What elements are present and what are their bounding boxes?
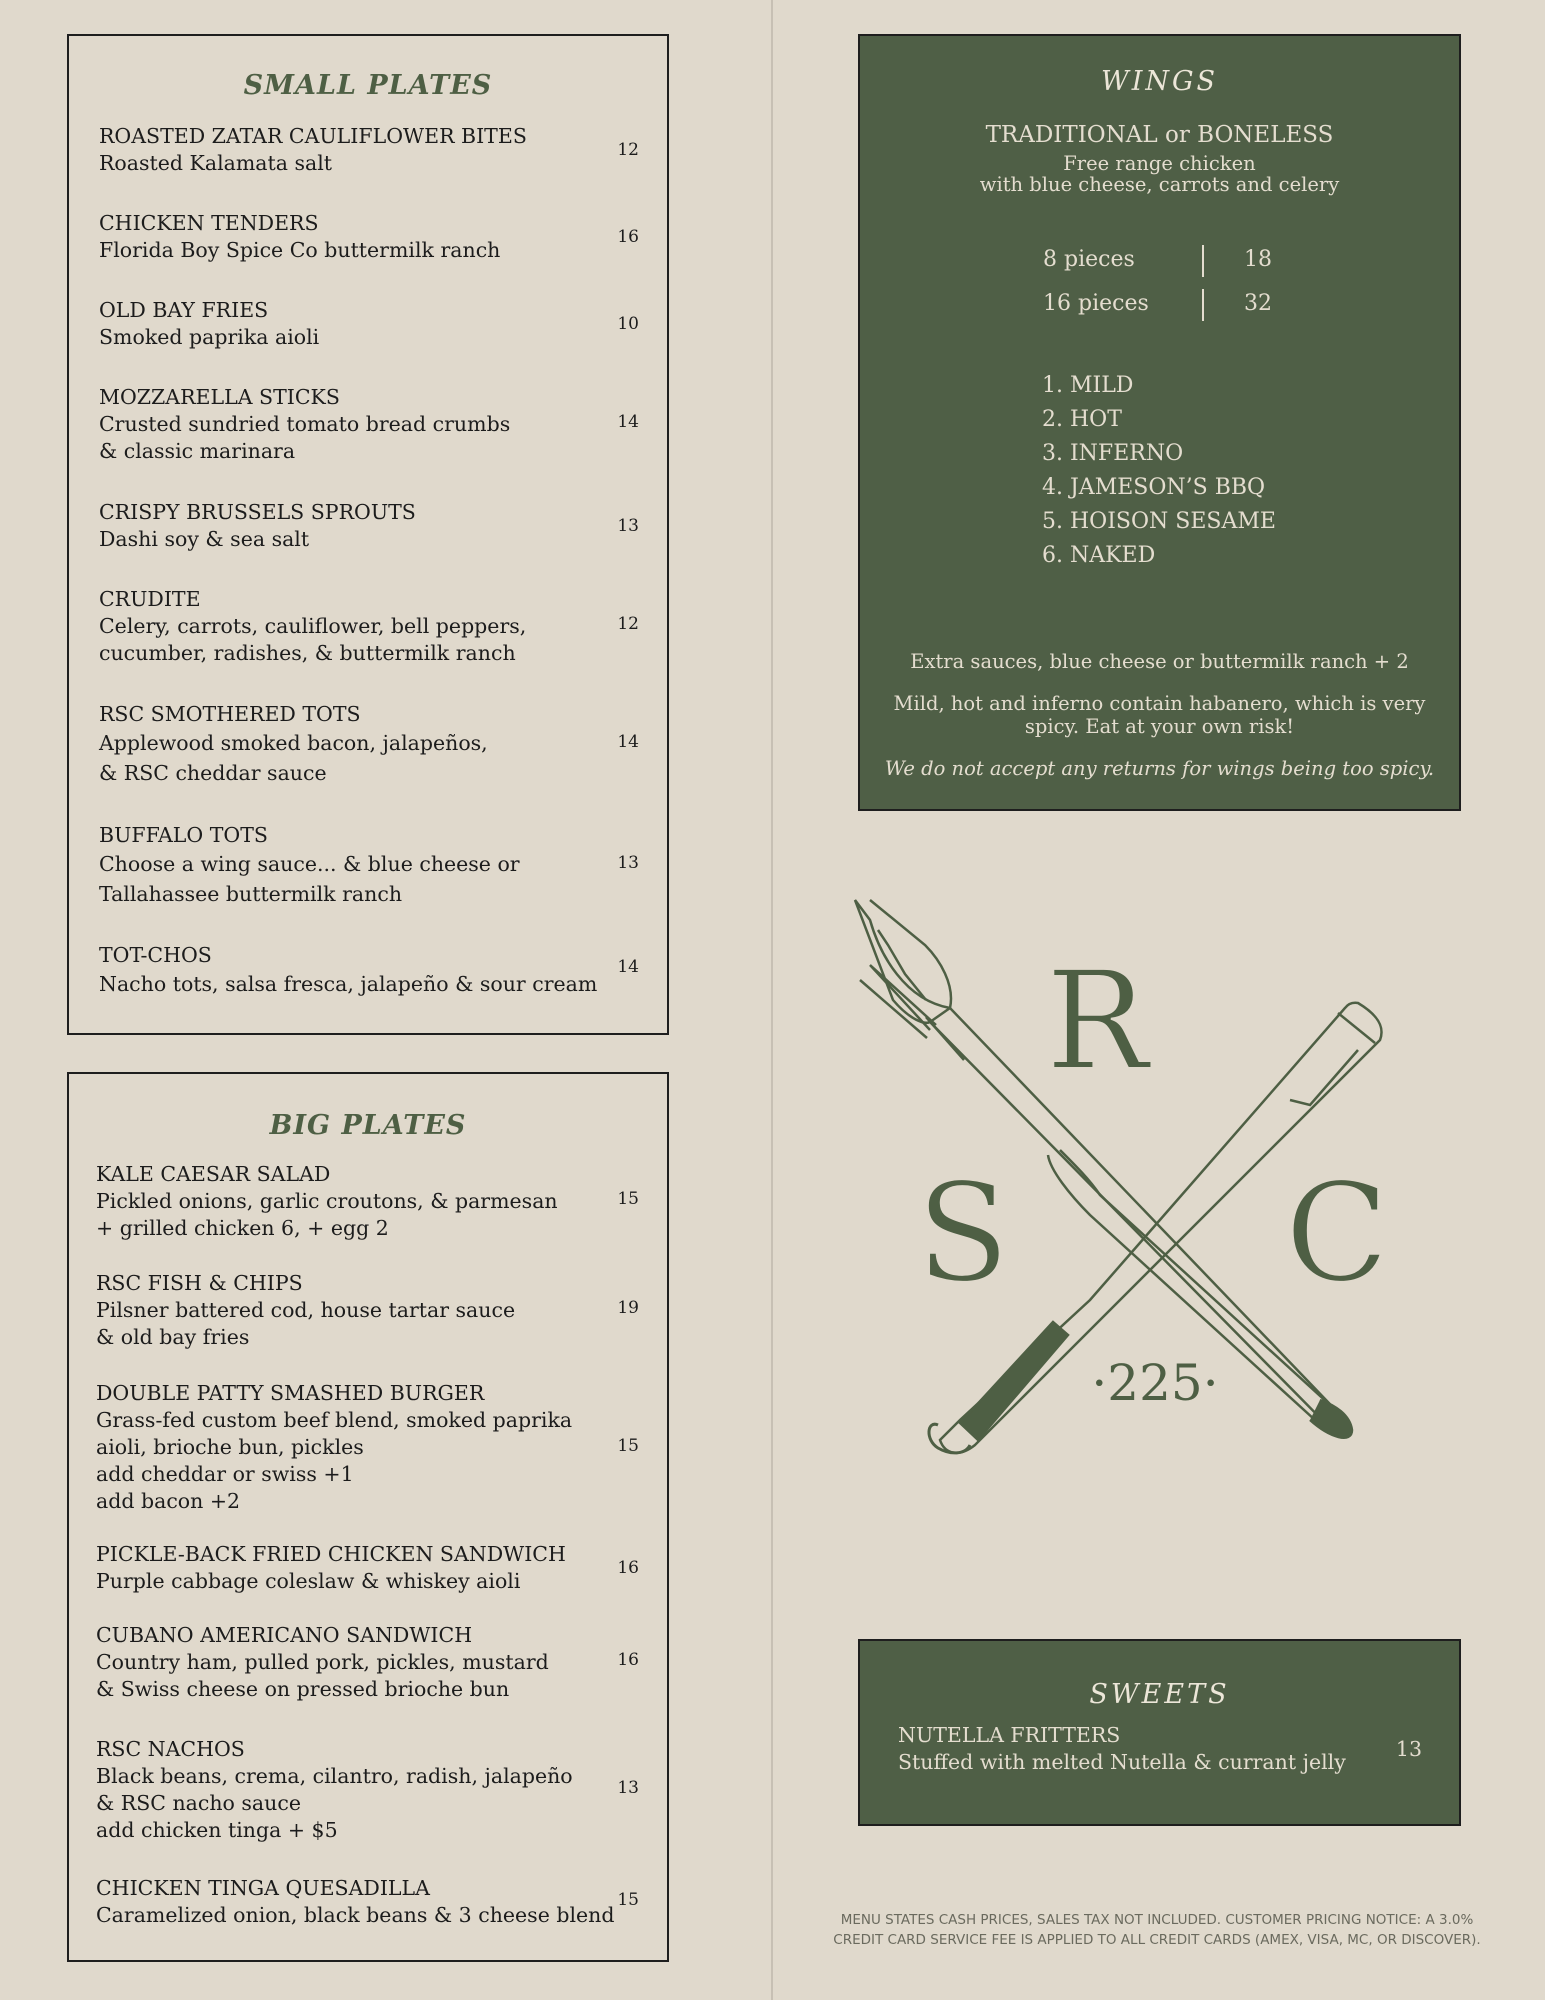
item-price: 13: [617, 516, 639, 536]
sweets-section: [858, 1639, 1461, 1826]
item-name: CHICKEN TINGA QUESADILLA: [96, 1876, 430, 1900]
logo-letter-s: S: [916, 1155, 1010, 1313]
item-desc: & RSC nacho sauce: [96, 1791, 301, 1815]
item-name: CUBANO AMERICANO SANDWICH: [96, 1623, 473, 1647]
item-desc: + grilled chicken 6, + egg 2: [96, 1216, 389, 1240]
logo-letter-c: C: [1284, 1155, 1390, 1313]
item-desc: Grass-fed custom beef blend, smoked paprika: [96, 1408, 573, 1432]
wings-desc: with blue cheese, carrots and celery: [979, 173, 1340, 196]
item-desc: Florida Boy Spice Co buttermilk ranch: [99, 238, 501, 262]
wings-note: Extra sauces, blue cheese or buttermilk ranch + 2: [910, 650, 1409, 673]
item-price: 16: [617, 1558, 639, 1578]
wings-note: We do not accept any returns for wings being too spicy.: [884, 757, 1435, 780]
wings-desc: Free range chicken: [1063, 152, 1256, 175]
item-price: 12: [617, 140, 639, 160]
item-price: 15: [617, 1890, 639, 1910]
sauce-item: 1. MILD: [1042, 373, 1134, 398]
portion-qty: 16 pieces: [1043, 291, 1149, 316]
sweets-item-name: NUTELLA FRITTERS: [898, 1723, 1121, 1747]
item-desc: Dashi soy & sea salt: [99, 527, 310, 551]
item-desc: Choose a wing sauce... & blue cheese or: [99, 852, 520, 876]
item-name: BUFFALO TOTS: [99, 823, 268, 847]
item-price: 15: [617, 1189, 639, 1209]
item-name: CRUDITE: [99, 587, 201, 611]
wings-note: spicy. Eat at your own risk!: [1024, 715, 1295, 738]
item-name: RSC NACHOS: [96, 1737, 245, 1761]
item-desc: & old bay fries: [96, 1325, 250, 1349]
sweets-item-price: 13: [1395, 1737, 1422, 1761]
sauce-item: 6. NAKED: [1042, 543, 1156, 568]
item-name: CHICKEN TENDERS: [99, 211, 319, 235]
portion-price: 32: [1244, 291, 1272, 316]
notice-line: CREDIT CARD SERVICE FEE IS APPLIED TO ALL CREDIT CARDS (AMEX, VISA, MC, OR DISCOVER).: [833, 1932, 1481, 1948]
item-price: 14: [617, 957, 639, 977]
item-name: MOZZARELLA STICKS: [99, 385, 340, 409]
item-desc: Crusted sundried tomato bread crumbs: [99, 412, 511, 436]
item-desc: add chicken tinga + $5: [96, 1818, 338, 1842]
item-desc: & RSC cheddar sauce: [99, 761, 327, 785]
item-price: 14: [617, 412, 639, 432]
logo-letter-r: R: [1045, 943, 1149, 1101]
item-price: 14: [617, 732, 639, 752]
item-name: DOUBLE PATTY SMASHED BURGER: [96, 1381, 485, 1405]
item-name: RSC SMOTHERED TOTS: [99, 702, 361, 726]
item-desc: & classic marinara: [99, 439, 296, 463]
pricing-notice: [812, 1910, 1502, 1950]
item-price: 16: [617, 227, 639, 247]
item-desc: & Swiss cheese on pressed brioche bun: [96, 1677, 510, 1701]
item-desc: Purple cabbage coleslaw & whiskey aioli: [96, 1569, 521, 1593]
item-price: 13: [617, 1778, 639, 1798]
portion-price: 18: [1244, 247, 1272, 272]
item-desc: Pilsner battered cod, house tartar sauce: [96, 1298, 516, 1322]
item-price: 15: [617, 1436, 639, 1456]
item-desc: Roasted Kalamata salt: [99, 151, 333, 175]
item-desc: aioli, brioche bun, pickles: [96, 1435, 364, 1459]
item-price: 16: [617, 1650, 639, 1670]
item-desc: Pickled onions, garlic croutons, & parmesan: [96, 1189, 558, 1213]
item-name: ROASTED ZATAR CAULIFLOWER BITES: [99, 124, 527, 148]
notice-line: MENU STATES CASH PRICES, SALES TAX NOT INCLUDED. CUSTOMER PRICING NOTICE: A 3.0%: [840, 1912, 1474, 1928]
item-desc: Nacho tots, salsa fresca, jalapeño & sour cream: [99, 972, 598, 996]
item-desc: cucumber, radishes, & buttermilk ranch: [99, 641, 516, 665]
item-price: 10: [617, 314, 639, 334]
item-price: 12: [617, 614, 639, 634]
item-name: OLD BAY FRIES: [99, 298, 269, 322]
item-desc: Caramelized onion, black beans & 3 cheese blend: [96, 1903, 615, 1927]
item-desc: Country ham, pulled pork, pickles, mustard: [96, 1650, 549, 1674]
portion-qty: 8 pieces: [1043, 247, 1135, 272]
wings-title: WINGS: [1100, 66, 1219, 97]
item-name: PICKLE-BACK FRIED CHICKEN SANDWICH: [96, 1542, 566, 1566]
item-desc: Tallahassee buttermilk ranch: [99, 882, 403, 906]
item-desc: add bacon +2: [96, 1489, 241, 1513]
item-name: KALE CAESAR SALAD: [96, 1162, 331, 1186]
big-plates-title: BIG PLATES: [269, 1110, 467, 1141]
wings-note: Mild, hot and inferno contain habanero, which is very: [893, 692, 1426, 715]
sauce-item: 5. HOISON SESAME: [1042, 509, 1276, 534]
sauce-item: 4. JAMESON’S BBQ: [1042, 475, 1266, 500]
wings-subtitle: TRADITIONAL or BONELESS: [985, 122, 1334, 148]
item-desc: Celery, carrots, cauliflower, bell peppers,: [99, 614, 527, 638]
item-desc: add cheddar or swiss +1: [96, 1462, 354, 1486]
item-name: CRISPY BRUSSELS SPROUTS: [99, 500, 416, 524]
item-desc: Smoked paprika aioli: [99, 325, 320, 349]
item-price: 19: [617, 1298, 639, 1318]
item-price: 13: [617, 853, 639, 873]
small-plates-title: SMALL PLATES: [243, 70, 493, 101]
item-name: TOT-CHOS: [99, 943, 212, 967]
item-name: RSC FISH & CHIPS: [96, 1271, 303, 1295]
sweets-title: SWEETS: [1089, 1679, 1230, 1710]
logo-number: ·225·: [1091, 1354, 1219, 1412]
sauce-item: 3. INFERNO: [1042, 441, 1184, 466]
item-desc: Applewood smoked bacon, jalapeños,: [99, 731, 488, 755]
item-desc: Black beans, crema, cilantro, radish, jalapeño: [96, 1764, 573, 1788]
sweets-item-desc: Stuffed with melted Nutella & currant jelly: [898, 1750, 1346, 1774]
sauce-item: 2. HOT: [1042, 407, 1122, 432]
